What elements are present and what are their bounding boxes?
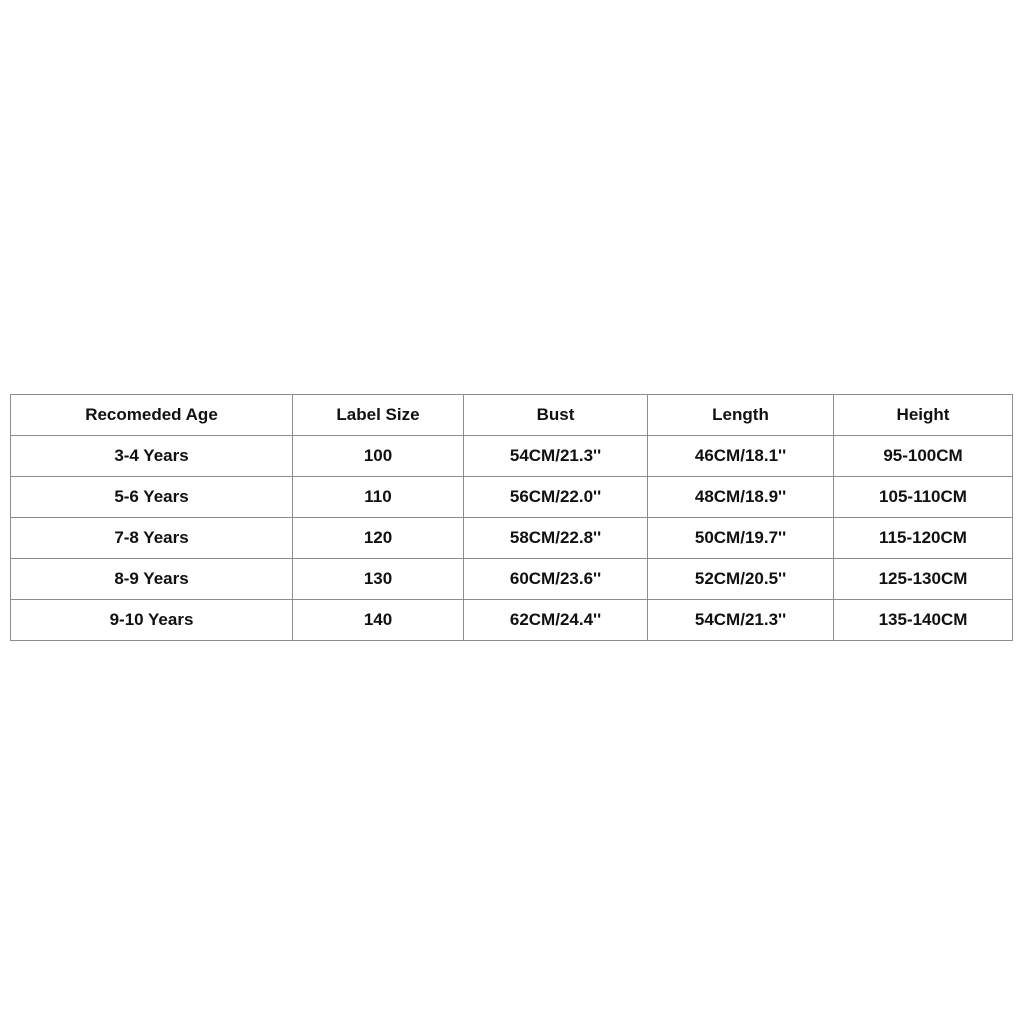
cell-bust: 62CM/24.4'' [464,600,648,641]
header-length: Length [648,395,834,436]
table-header-row [11,395,1013,436]
cell-height: 95-100CM [834,436,1013,477]
cell-length: 50CM/19.7'' [648,518,834,559]
cell-bust: 60CM/23.6'' [464,559,648,600]
cell-age: 9-10 Years [11,600,293,641]
cell-height: 115-120CM [834,518,1013,559]
table-row [11,518,1013,559]
cell-length: 48CM/18.9'' [648,477,834,518]
header-bust: Bust [464,395,648,436]
cell-age: 5-6 Years [11,477,293,518]
cell-age: 7-8 Years [11,518,293,559]
cell-age: 3-4 Years [11,436,293,477]
header-label-size: Label Size [293,395,464,436]
table-row [11,477,1013,518]
cell-label-size: 130 [293,559,464,600]
cell-label-size: 120 [293,518,464,559]
cell-height: 135-140CM [834,600,1013,641]
cell-age: 8-9 Years [11,559,293,600]
table-row [11,436,1013,477]
cell-length: 46CM/18.1'' [648,436,834,477]
cell-label-size: 140 [293,600,464,641]
cell-bust: 56CM/22.0'' [464,477,648,518]
size-chart-table [10,394,1013,641]
header-recommended-age: Recomeded Age [11,395,293,436]
cell-length: 52CM/20.5'' [648,559,834,600]
table-row [11,559,1013,600]
cell-length: 54CM/21.3'' [648,600,834,641]
cell-height: 125-130CM [834,559,1013,600]
cell-label-size: 100 [293,436,464,477]
cell-bust: 54CM/21.3'' [464,436,648,477]
cell-label-size: 110 [293,477,464,518]
cell-bust: 58CM/22.8'' [464,518,648,559]
cell-height: 105-110CM [834,477,1013,518]
header-height: Height [834,395,1013,436]
table-row [11,600,1013,641]
